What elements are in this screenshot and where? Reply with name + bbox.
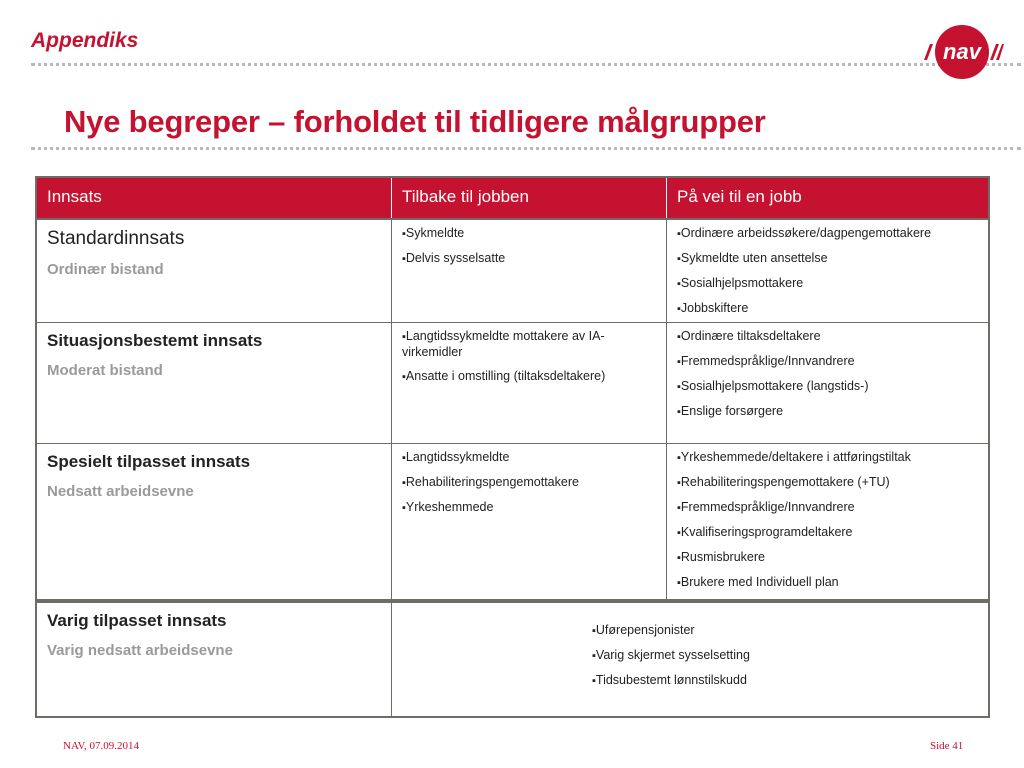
list-item: ▪ Rehabiliteringspengemottakere: [402, 475, 656, 491]
list-item: ▪ Uførepensjonister: [592, 623, 988, 639]
list-item: ▪ Sosialhjelpsmottakere: [677, 276, 978, 292]
category-subtitle: Ordinær bistand: [47, 261, 164, 278]
row-col3: [667, 444, 988, 599]
category-name: Situasjonsbestemt innsats: [47, 331, 263, 350]
table-header-row: [37, 178, 988, 218]
list-item: ▪ Sykmeldte: [402, 226, 656, 242]
list-item: ▪ Brukere med Individuell plan: [677, 575, 978, 591]
row-category: [37, 444, 392, 599]
list-item: ▪ Langtidssykmeldte mottakere av IA-virkemidler: [402, 329, 656, 360]
list-item: ▪ Rehabiliteringspengemottakere (+TU): [677, 475, 978, 491]
category-name: Standardinnsats: [47, 228, 185, 249]
svg-text:nav: nav: [943, 39, 981, 64]
page-title: Nye begreper – forholdet til tidligere målgrupper: [64, 104, 766, 139]
list-item: ▪ Kvalifiseringsprogramdeltakere: [677, 525, 978, 541]
divider-title: [31, 147, 1021, 150]
list-item: ▪ Ansatte i omstilling (tiltaksdeltakere): [402, 369, 656, 385]
column-header-tilbake: Tilbake til jobben: [392, 178, 667, 218]
row-category: [37, 220, 392, 322]
category-subtitle: Moderat bistand: [47, 362, 163, 379]
table-row: [37, 218, 988, 322]
list-item: ▪ Tidsubestemt lønnstilskudd: [592, 673, 988, 689]
list-item: ▪ Ordinære arbeidssøkere/dagpengemottakere: [677, 226, 978, 242]
row-col3: [667, 323, 988, 443]
divider-top: [31, 63, 1021, 66]
list-item: ▪ Fremmedspråklige/Innvandrere: [677, 354, 978, 370]
row-col3: [667, 220, 988, 322]
table-row: [37, 599, 988, 716]
list-item: ▪ Sosialhjelpsmottakere (langstids-): [677, 379, 978, 395]
table-row: [37, 443, 988, 599]
category-name: Spesielt tilpasset innsats: [47, 452, 251, 471]
nav-logo: [922, 24, 1004, 80]
list-item: ▪ Yrkeshemmede/deltakere i attføringstiltak: [677, 450, 978, 466]
row-category: [37, 323, 392, 443]
row-col2: [392, 323, 667, 443]
list-item: ▪ Langtidssykmeldte: [402, 450, 656, 466]
footer-date: NAV, 07.09.2014: [63, 740, 139, 752]
row-category: [37, 603, 392, 716]
list-item: ▪ Sykmeldte uten ansettelse: [677, 251, 978, 267]
list-item: ▪ Fremmedspråklige/Innvandrere: [677, 500, 978, 516]
category-name: Varig tilpasset innsats: [47, 611, 227, 630]
row-col2: [392, 444, 667, 599]
list-item: ▪ Enslige forsørgere: [677, 404, 978, 420]
category-subtitle: Nedsatt arbeidsevne: [47, 483, 194, 500]
column-header-pa-vei: På vei til en jobb: [677, 187, 802, 206]
column-header-innsats: Innsats: [37, 178, 392, 218]
section-label: Appendiks: [31, 29, 139, 52]
list-item: ▪ Ordinære tiltaksdeltakere: [677, 329, 978, 345]
footer-page-number: Side 41: [930, 740, 964, 752]
list-item: ▪ Jobbskiftere: [677, 301, 978, 317]
list-item: ▪ Varig skjermet sysselsetting: [592, 648, 988, 664]
target-groups-table: [35, 176, 990, 718]
list-item: ▪ Rusmisbrukere: [677, 550, 978, 566]
category-subtitle: Varig nedsatt arbeidsevne: [47, 642, 233, 659]
table-row: [37, 322, 988, 443]
row-col2: [392, 220, 667, 322]
row-merged-cell: [392, 603, 988, 716]
list-item: ▪ Yrkeshemmede: [402, 500, 656, 516]
list-item: ▪ Delvis sysselsatte: [402, 251, 656, 267]
